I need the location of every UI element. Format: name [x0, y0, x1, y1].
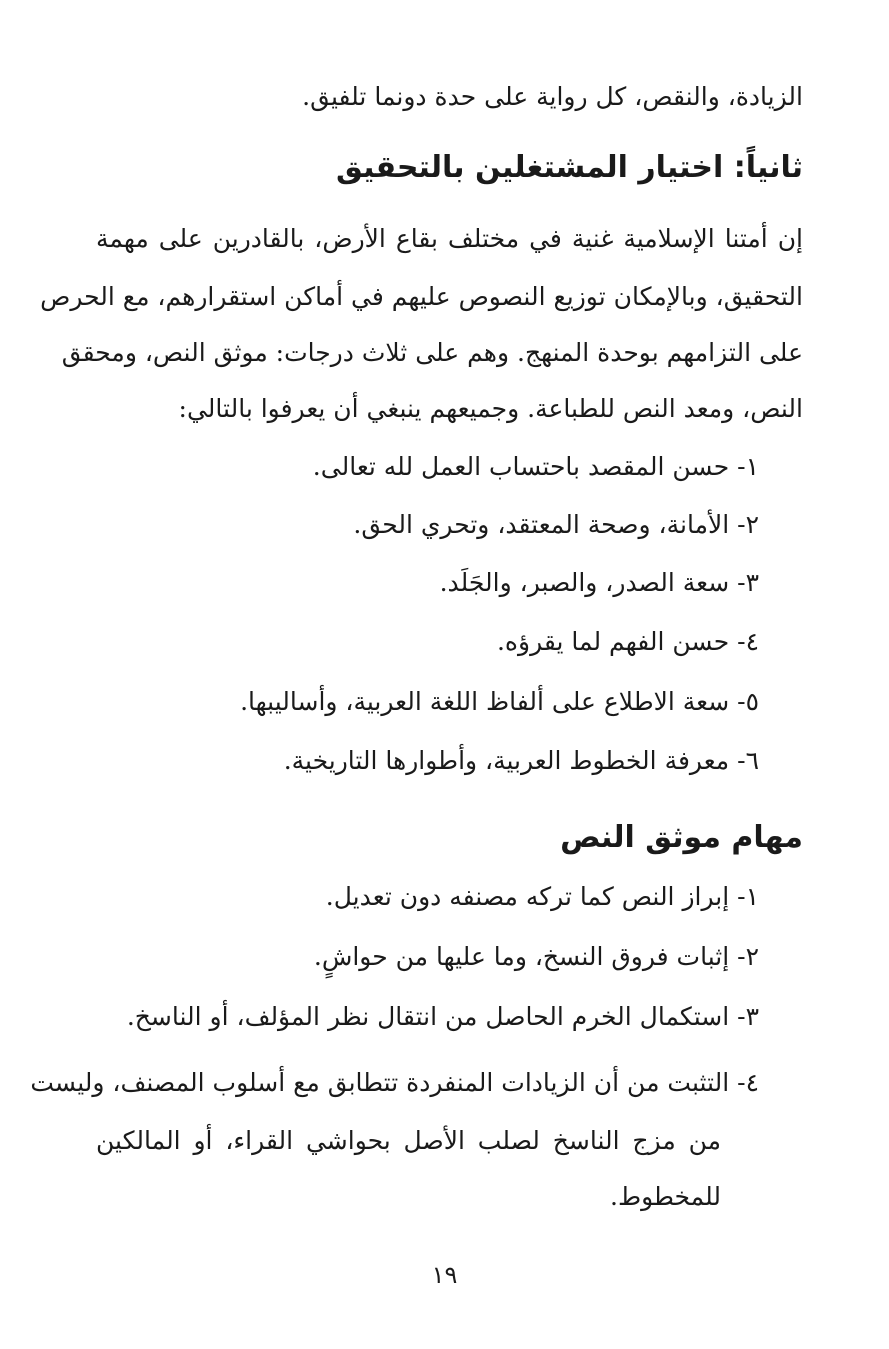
paragraph-line: النص، ومعد النص للطباعة. وجميعهم ينبغي أن يعرفوا بالتالي: — [178, 394, 803, 423]
list-item: ٣- استكمال الخرم الحاصل من انتقال نظر المؤلف، أو الناسخ. — [126, 1002, 759, 1031]
page-number: ١٩ — [431, 1261, 458, 1289]
list-item: ٤- حسن الفهم لما يقرؤه. — [496, 627, 759, 656]
intro-continuation-line: الزيادة، والنقص، كل رواية على حدة دونما تلفيق. — [302, 82, 803, 111]
paragraph-line: التحقيق، وبالإمكان توزيع النصوص عليهم في أماكن استقرارهم، مع الحرص — [40, 282, 803, 311]
list-item: ٢- الأمانة، وصحة المعتقد، وتحري الحق. — [353, 510, 759, 539]
paragraph-line: على التزامهم بوحدة المنهج. وهم على ثلاث درجات: موثق النص، ومحقق — [61, 338, 803, 367]
list-item: ١- إبراز النص كما تركه مصنفه دون تعديل. — [325, 882, 759, 911]
list-item: ٥- سعة الاطلاع على ألفاظ اللغة العربية، وأساليبها. — [240, 687, 759, 716]
list-item: ٢- إثبات فروق النسخ، وما عليها من حواشٍ. — [313, 942, 759, 971]
list-item-continuation: من مزج الناسخ لصلب الأصل بحواشي القراء، أو المالكين — [96, 1126, 721, 1155]
section-heading-text-documenter-tasks: مهام موثق النص — [560, 820, 803, 855]
list-item: ٦- معرفة الخطوط العربية، وأطوارها التاريخية. — [283, 746, 759, 775]
list-item: ٣- سعة الصدر، والصبر، والجَلَد. — [439, 568, 759, 597]
list-item-continuation: للمخطوط. — [610, 1182, 721, 1211]
section-heading-selecting-workers: ثانياً: اختيار المشتغلين بالتحقيق — [336, 150, 803, 185]
list-item: ٤- التثبت من أن الزيادات المنفردة تتطابق مع أسلوب المصنف، وليست — [30, 1068, 759, 1097]
paragraph-line: إن أمتنا الإسلامية غنية في مختلف بقاع الأرض، بالقادرين على مهمة — [96, 224, 803, 253]
list-item: ١- حسن المقصد باحتساب العمل لله تعالى. — [312, 452, 759, 481]
